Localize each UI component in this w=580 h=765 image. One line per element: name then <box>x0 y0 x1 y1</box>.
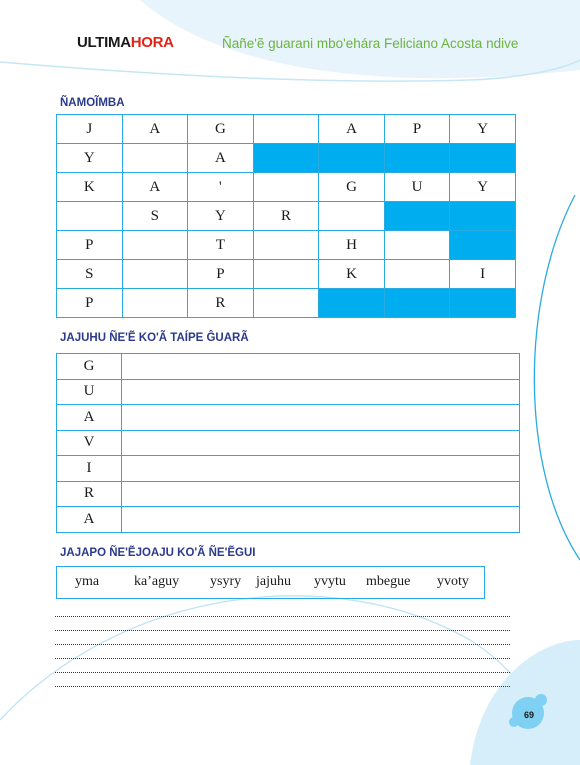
grid-row <box>57 202 516 231</box>
grid-row <box>57 144 516 173</box>
grid-cell[interactable] <box>450 289 516 318</box>
section-title-namoimba: ÑAMOĨMBA <box>60 97 125 109</box>
logo-hora-text: HORA <box>130 34 174 51</box>
acrostic-letter: U <box>57 379 122 405</box>
grid-cell[interactable]: ' <box>188 173 254 202</box>
grid-row <box>57 231 516 260</box>
grid-cell[interactable]: H <box>319 231 385 260</box>
grid-cell[interactable] <box>384 289 450 318</box>
grid-cell[interactable]: G <box>319 173 385 202</box>
word-answer-cell[interactable] <box>122 456 520 482</box>
word-bank-item: yma <box>75 574 100 589</box>
grid-row <box>57 173 516 202</box>
grid-cell[interactable]: P <box>384 115 450 144</box>
grid-cell[interactable]: U <box>384 173 450 202</box>
acrostic-letter: I <box>57 456 122 482</box>
grid-cell[interactable] <box>122 144 188 173</box>
section-title-jajuhu: JAJUHU ÑE'Ẽ KO'Ã TAÍPE ĜUARÃ <box>60 332 249 344</box>
word-bank-item: mbegue <box>366 574 411 589</box>
grid-cell[interactable] <box>253 144 319 173</box>
grid-cell[interactable] <box>122 260 188 289</box>
acrostic-letter: R <box>57 481 122 507</box>
grid-cell[interactable]: K <box>57 173 123 202</box>
grid-cell[interactable]: Y <box>450 115 516 144</box>
grid-cell[interactable] <box>319 144 385 173</box>
grid-row <box>57 289 516 318</box>
grid-cell[interactable]: A <box>122 115 188 144</box>
grid-cell[interactable] <box>450 231 516 260</box>
grid-cell[interactable]: R <box>253 202 319 231</box>
grid-cell[interactable] <box>253 231 319 260</box>
grid-cell[interactable]: J <box>57 115 123 144</box>
grid-cell[interactable] <box>253 115 319 144</box>
grid-cell[interactable]: I <box>450 260 516 289</box>
section-title-jajapo: JAJAPO ÑE'ẼJOAJU KO'Ã ÑE'ẼGUI <box>60 547 256 559</box>
word-row <box>57 507 520 533</box>
word-answer-cell[interactable] <box>122 430 520 456</box>
grid-cell[interactable] <box>384 260 450 289</box>
logo-ultima-text: ULTIMA <box>77 34 131 51</box>
grid-cell[interactable] <box>253 260 319 289</box>
word-row <box>57 379 520 405</box>
grid-cell[interactable]: K <box>319 260 385 289</box>
page-header-title: Ñañe'ẽ guarani mbo'ehára Feliciano Acosta ndive <box>222 36 519 51</box>
writing-line[interactable] <box>55 658 510 659</box>
grid-cell[interactable]: Y <box>188 202 254 231</box>
word-row <box>57 456 520 482</box>
grid-cell[interactable] <box>319 202 385 231</box>
word-row <box>57 405 520 431</box>
writing-line[interactable] <box>55 616 510 617</box>
grid-cell[interactable]: Y <box>450 173 516 202</box>
grid-cell[interactable] <box>253 173 319 202</box>
grid-cell[interactable]: P <box>57 231 123 260</box>
word-bank-item: ysyry <box>210 574 242 589</box>
word-bank-item: yvoty <box>437 574 469 589</box>
grid-cell[interactable] <box>384 231 450 260</box>
acrostic-letter: A <box>57 507 122 533</box>
word-bank-item: jajuhu <box>256 574 291 589</box>
word-answer-cell[interactable] <box>122 507 520 533</box>
grid-cell[interactable]: T <box>188 231 254 260</box>
word-bank <box>56 566 485 599</box>
grid-cell[interactable] <box>319 289 385 318</box>
grid-cell[interactable]: G <box>188 115 254 144</box>
grid-cell[interactable]: R <box>188 289 254 318</box>
grid-cell[interactable]: A <box>188 144 254 173</box>
grid-row <box>57 115 516 144</box>
word-row <box>57 354 520 380</box>
word-answer-cell[interactable] <box>122 405 520 431</box>
writing-line[interactable] <box>55 686 510 687</box>
grid-cell[interactable] <box>384 144 450 173</box>
completion-grid <box>56 114 516 318</box>
ultimahora-logo <box>77 34 174 51</box>
writing-line[interactable] <box>55 630 510 631</box>
word-bank-item: ka’aguy <box>134 574 180 589</box>
grid-row <box>57 260 516 289</box>
writing-line[interactable] <box>55 644 510 645</box>
word-answer-cell[interactable] <box>122 354 520 380</box>
grid-cell[interactable]: S <box>122 202 188 231</box>
acrostic-word-table <box>56 353 520 533</box>
grid-cell[interactable]: P <box>57 289 123 318</box>
word-bank-item: yvytu <box>314 574 346 589</box>
grid-cell[interactable]: A <box>319 115 385 144</box>
word-answer-cell[interactable] <box>122 379 520 405</box>
acrostic-letter: V <box>57 430 122 456</box>
grid-cell[interactable] <box>450 202 516 231</box>
acrostic-letter: G <box>57 354 122 380</box>
grid-cell[interactable] <box>57 202 123 231</box>
word-row <box>57 430 520 456</box>
grid-cell[interactable]: A <box>122 173 188 202</box>
grid-cell[interactable] <box>253 289 319 318</box>
word-row <box>57 481 520 507</box>
grid-cell[interactable] <box>122 289 188 318</box>
grid-cell[interactable]: Y <box>57 144 123 173</box>
grid-cell[interactable]: P <box>188 260 254 289</box>
grid-cell[interactable] <box>122 231 188 260</box>
writing-line[interactable] <box>55 672 510 673</box>
grid-cell[interactable] <box>450 144 516 173</box>
grid-cell[interactable] <box>384 202 450 231</box>
page-number: 69 <box>523 710 534 720</box>
grid-cell[interactable]: S <box>57 260 123 289</box>
word-answer-cell[interactable] <box>122 481 520 507</box>
acrostic-letter: A <box>57 405 122 431</box>
